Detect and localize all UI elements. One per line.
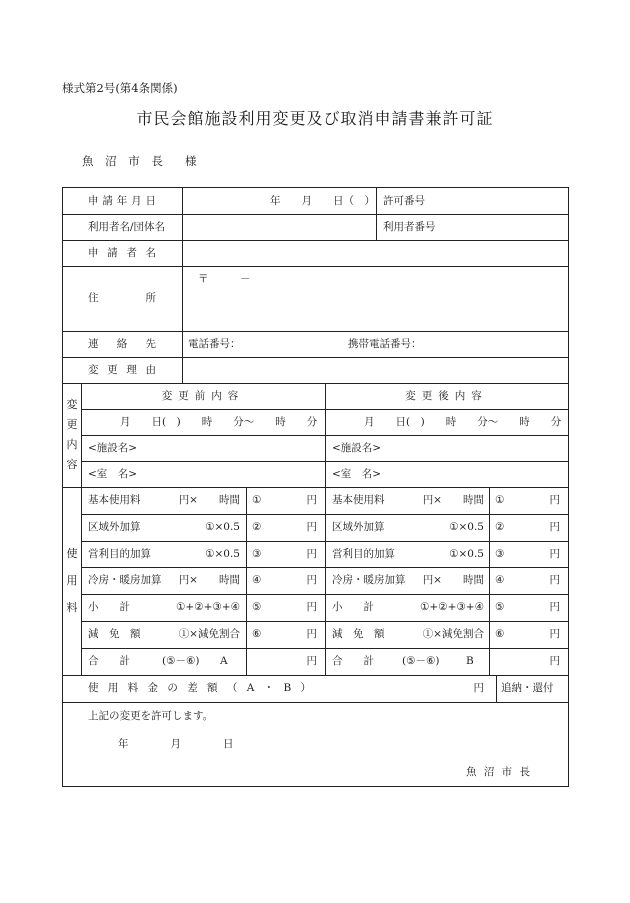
fee-calc-before: ①×0.5: [205, 521, 240, 533]
fee-unit-before: 円: [306, 574, 317, 586]
label-contact: 連 絡 先: [88, 338, 156, 350]
change-side-label-2: 更: [66, 418, 78, 431]
fee-calc-before: ①+②+③+④: [175, 601, 240, 613]
fee-total-mark-after: B: [466, 655, 474, 667]
fee-calc-after: ①×0.5: [449, 548, 484, 560]
difference-label: 使 用 料 金 の 差 額 （ A ・ B ）: [88, 682, 315, 694]
fee-total-mark-before: A: [220, 655, 228, 667]
datetime-before-field[interactable]: 月 日( ) 時 分〜 時 分: [120, 416, 318, 428]
label-applicant: 申 請 者 名: [88, 247, 156, 259]
room-after-label: <室 名>: [332, 468, 382, 480]
fee-circle-before: ⑤: [252, 601, 262, 613]
room-before-label: <室 名>: [88, 468, 138, 480]
label-user-number: 利用者番号: [383, 221, 436, 233]
addressee-honorific: 様: [184, 154, 201, 168]
fee-circle-after: ⑥: [495, 628, 505, 640]
fee-unit-before: 円: [306, 628, 317, 640]
difference-unit: 円: [473, 682, 484, 694]
fee-item-before: 合 計: [88, 655, 130, 667]
postal-code-field[interactable]: 〒 －: [198, 273, 251, 285]
fee-calc-after: ①×0.5: [449, 521, 484, 533]
datetime-after-field[interactable]: 月 日( ) 時 分〜 時 分: [364, 416, 562, 428]
label-reason: 変 更 理 由: [88, 364, 156, 376]
addressee-name: 魚 沼 市 長: [82, 154, 167, 168]
fee-circle-after: ③: [495, 548, 505, 560]
frame-bottom: [62, 786, 569, 787]
fee-side-label-1: 使: [66, 547, 78, 560]
fee-item-before: 小 計: [88, 601, 130, 613]
fee-circle-before: ⑥: [252, 628, 262, 640]
frame-top: [62, 187, 569, 188]
fee-item-after: 区域外加算: [332, 521, 385, 533]
fee-unit-after: 円: [549, 574, 560, 586]
fee-calc-before: (⑤－⑥): [162, 655, 200, 667]
fee-calc-before: 円× 時間: [178, 574, 240, 586]
after-header: 変更後内容: [405, 390, 488, 402]
fee-unit-after: 円: [549, 548, 560, 560]
fee-unit-after: 円: [549, 601, 560, 613]
fee-calc-after: 円× 時間: [422, 494, 484, 506]
fee-unit-before: 円: [306, 601, 317, 613]
fee-unit-before: 円: [306, 521, 317, 533]
fee-calc-after: ①×減免割合: [422, 628, 484, 640]
fee-unit-after: 円: [549, 494, 560, 506]
fee-item-after: 小 計: [332, 601, 374, 613]
fee-item-after: 冷房・暖房加算: [332, 574, 406, 586]
change-side-label-1: 変: [66, 398, 78, 411]
label-phone: 電話番号：: [188, 338, 241, 350]
fee-item-after: 合 計: [332, 655, 374, 667]
fee-item-after: 減 免 額: [332, 628, 385, 640]
fee-calc-after: (⑤－⑥): [402, 655, 440, 667]
application-date-field[interactable]: 年 月 日（ ）: [270, 195, 375, 207]
fee-item-after: 基本使用料: [332, 494, 385, 506]
fee-calc-after: 円× 時間: [422, 574, 484, 586]
fee-unit-before: 円: [306, 655, 317, 667]
fee-unit-before: 円: [306, 548, 317, 560]
label-permit-number: 許可番号: [383, 195, 425, 207]
facility-before-label: <施設名>: [88, 442, 138, 454]
fee-calc-after: ①+②+③+④: [419, 601, 484, 613]
settlement-label: 追納・還付: [501, 682, 554, 694]
fee-circle-after: ①: [495, 494, 505, 506]
fee-circle-before: ②: [252, 521, 262, 533]
label-application-date: 申 請 年 月 日: [88, 195, 156, 207]
fee-circle-after: ⑤: [495, 601, 505, 613]
fee-unit-before: 円: [306, 494, 317, 506]
fee-calc-before: ①×0.5: [205, 548, 240, 560]
before-header: 変更前内容: [161, 390, 245, 402]
fee-unit-after: 円: [549, 521, 560, 533]
fee-circle-before: ④: [252, 574, 262, 586]
change-side-label-3: 内: [66, 438, 78, 451]
change-side-label-4: 容: [66, 458, 78, 471]
label-mobile: 携帯電話番号：: [348, 338, 422, 350]
fee-circle-before: ①: [252, 494, 262, 506]
approval-issuer: 魚 沼 市 長: [466, 766, 533, 778]
label-address: 住 所: [88, 292, 156, 304]
fee-side-label-2: 用: [66, 574, 78, 587]
fee-circle-after: ④: [495, 574, 505, 586]
form-number: 様式第2号(第4条関係): [62, 81, 178, 95]
fee-circle-before: ③: [252, 548, 262, 560]
page-title: 市民会館施設利用変更及び取消申請書兼許可証: [136, 109, 494, 128]
fee-unit-after: 円: [549, 655, 560, 667]
fee-unit-after: 円: [549, 628, 560, 640]
fee-circle-after: ②: [495, 521, 505, 533]
approval-statement: 上記の変更を許可します。: [88, 710, 214, 722]
label-user-name: 利用者名/団体名: [88, 221, 166, 233]
fee-item-before: 基本使用料: [88, 494, 141, 506]
fee-side-label-3: 料: [66, 601, 78, 614]
fee-item-before: 減 免 額: [88, 628, 141, 640]
fee-calc-before: 円× 時間: [178, 494, 240, 506]
fee-item-before: 区域外加算: [88, 521, 141, 533]
facility-after-label: <施設名>: [332, 442, 382, 454]
fee-calc-before: ①×減免割合: [178, 628, 240, 640]
fee-item-after: 営利目的加算: [332, 548, 395, 560]
fee-item-before: 冷房・暖房加算: [88, 574, 162, 586]
fee-item-before: 営利目的加算: [88, 548, 151, 560]
approval-date: 年 月 日: [118, 738, 234, 750]
